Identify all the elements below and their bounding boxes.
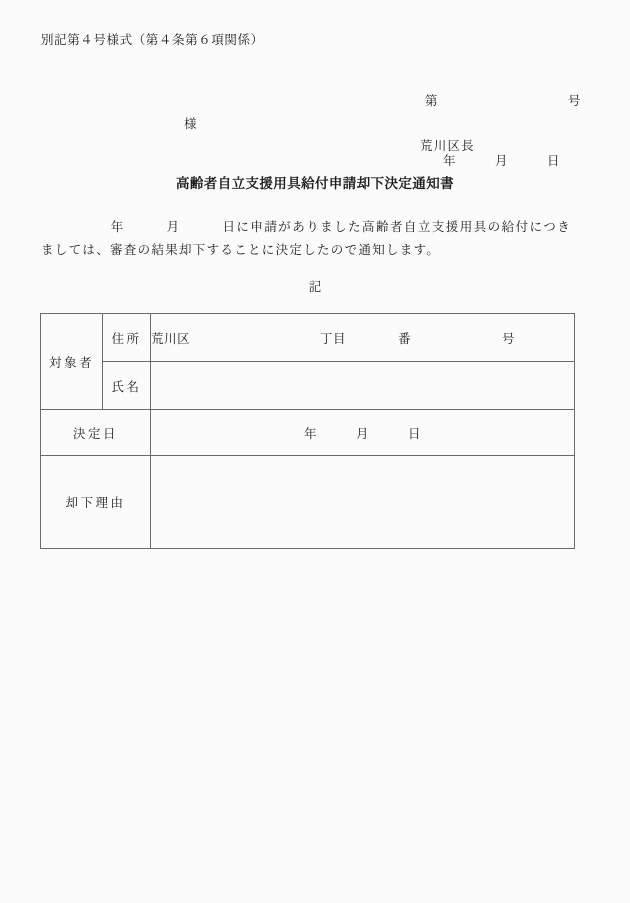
decision-date-label: 決定日 [41, 410, 151, 456]
form-number: 別記第４号様式（第４条第６項関係） [41, 33, 264, 47]
decision-date-value[interactable] [151, 410, 575, 456]
body-paragraph: 年 月 日に申請がありました高齢者自立支援用具の給付につきましては、審査の結果却下することに決定したので通知します。 [41, 220, 571, 257]
address-label: 住所 [103, 314, 151, 362]
table-row [41, 410, 575, 456]
document-date: 年 月 日 [443, 154, 561, 168]
name-value[interactable] [151, 362, 575, 410]
table-row [41, 314, 575, 362]
subject-detail-table [40, 313, 575, 549]
subject-label: 対象者 [41, 314, 103, 410]
rejection-reason-label: 却下理由 [41, 456, 151, 549]
table-row [41, 456, 575, 549]
address-value-text: 荒川区 丁目 番 号 [151, 331, 516, 346]
address-value[interactable] [151, 314, 575, 362]
decision-date-value-text: 年 月 日 [304, 426, 422, 441]
ki-marker: 記 [308, 280, 322, 294]
issuer-name: 荒川区長 [420, 139, 475, 153]
name-label: 氏名 [103, 362, 151, 410]
page-title: 高齢者自立支援用具給付申請却下決定通知書 [176, 176, 454, 191]
rejection-reason-value[interactable] [151, 456, 575, 549]
document-number: 第 号 [425, 94, 582, 108]
addressee-honorific: 様 [184, 117, 197, 131]
table-row [41, 362, 575, 410]
